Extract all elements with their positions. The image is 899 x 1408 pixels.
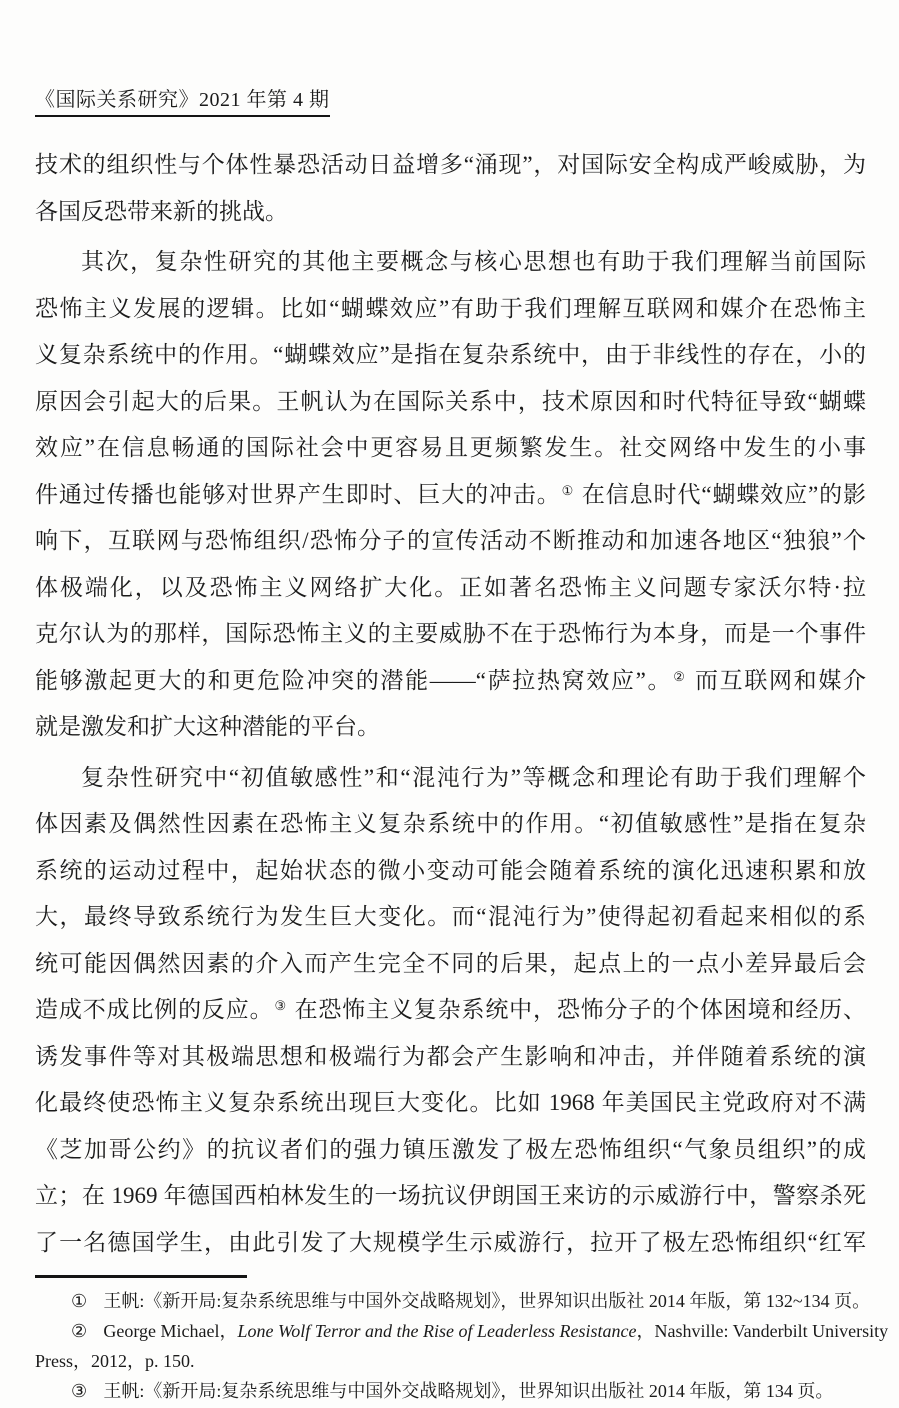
footnote-ref: ③ (274, 998, 287, 1013)
text-run: 立；在 1969 年德国西柏林发生的一场抗议伊朗国王来访的示威游行中，警察杀死 (35, 1183, 866, 1208)
page-header (35, 88, 866, 117)
body-line (35, 1220, 866, 1267)
paragraph (35, 142, 866, 235)
text-run: 而互联网和媒介 (687, 667, 866, 693)
body-text (35, 142, 866, 1266)
text-run: 技术的组织性与个体性暴恐活动日益增多“涌现”，对国际安全构成严峻威胁，为 (35, 152, 866, 177)
text-run: 克尔认为的那样，国际恐怖主义的主要威胁不在于恐怖行为本身，而是一个事件 (35, 621, 866, 646)
body-line (35, 848, 866, 895)
text-run: 在信息时代“蝴蝶效应”的影 (575, 481, 867, 507)
text-run: 恐怖主义发展的逻辑。比如“蝴蝶效应”有助于我们理解互联网和媒介在恐怖主 (35, 295, 866, 321)
footnotes (35, 1286, 889, 1406)
book-title-italic: Lone Wolf Terror and the Rise of Leaderless Resistance (237, 1321, 637, 1341)
body-line (35, 472, 866, 519)
text-run: 能够激起更大的和更危险冲突的潜能——“萨拉热窝效应”。 (35, 667, 673, 693)
text-run: 统可能因偶然因素的介入而产生完全不同的后果，起点上的一点小差异最后会 (35, 950, 866, 976)
body-line (35, 611, 866, 658)
body-line (35, 894, 866, 941)
text-run: 诱发事件等对其极端思想和极端行为都会产生影响和冲击，并伴随着系统的演 (35, 1043, 866, 1069)
text-run: 王帆:《新开局:复杂系统思维与中国外交战略规划》，世界知识出版社 2014 年版，第 132~134 页。 (103, 1291, 871, 1311)
body-line (35, 565, 866, 612)
text-run: ，Nashville: Vanderbilt University (636, 1321, 889, 1341)
footnote-separator (35, 1275, 247, 1278)
footnote-marker: ③ (71, 1381, 88, 1401)
body-line (35, 286, 866, 333)
body-line (35, 425, 866, 472)
footnote-marker: ② (71, 1321, 88, 1341)
body-line (35, 755, 866, 802)
text-run: 就是激发和扩大这种潜能的平台。 (35, 714, 380, 739)
footnote-item (35, 1286, 871, 1316)
body-line (35, 239, 866, 286)
body-line (35, 1173, 866, 1220)
paragraph (35, 755, 866, 1267)
journal-issue-title: 《国际关系研究》2021 年第 4 期 (35, 88, 330, 117)
text-run: 大，最终导致系统行为发生巨大变化。而“混沌行为”使得起初看起来相似的系 (35, 904, 866, 929)
paragraph (35, 239, 866, 751)
footnote-ref: ② (673, 668, 687, 684)
body-line (35, 1080, 866, 1127)
text-run: 效应”在信息畅通的国际社会中更容易且更频繁发生。社交网络中发生的小事 (35, 435, 866, 460)
body-line (35, 379, 866, 426)
footnote-marker: ① (71, 1291, 88, 1311)
text-run: 系统的运动过程中，起始状态的微小变动可能会随着系统的演化迅速积累和放 (35, 857, 866, 883)
footnote-line (35, 1346, 866, 1376)
text-run: 在恐怖主义复杂系统中，恐怖分子的个体困境和经历、 (287, 997, 867, 1022)
text-run: 义复杂系统中的作用。“蝴蝶效应”是指在复杂系统中，由于非线性的存在，小的 (35, 342, 866, 367)
text-run: 其次，复杂性研究的其他主要概念与核心思想也有助于我们理解当前国际 (81, 249, 866, 274)
body-line (35, 142, 866, 189)
text-run: 了一名德国学生，由此引发了大规模学生示威游行，拉开了极左恐怖组织“红军 (35, 1229, 866, 1255)
text-run: 化最终使恐怖主义复杂系统出现巨大变化。比如 1968 年美国民主党政府对不满 (35, 1090, 866, 1115)
body-line (35, 1034, 866, 1081)
text-run: 王帆:《新开局:复杂系统思维与中国外交战略规划》，世界知识出版社 2014 年版，第 134 页。 (103, 1381, 834, 1401)
body-line (35, 332, 866, 379)
text-run: Press，2012，p. 150. (35, 1351, 195, 1371)
body-line (35, 518, 866, 565)
footnote-ref: ① (561, 482, 575, 498)
text-run: 《芝加哥公约》的抗议者们的强力镇压激发了极左恐怖组织“气象员组织”的成 (35, 1136, 866, 1162)
body-line (35, 1127, 866, 1174)
footnote-item (35, 1316, 889, 1376)
text-run: 响下，互联网与恐怖组织/恐怖分子的宣传活动不断推动和加速各地区“独狼”个 (35, 528, 866, 553)
text-run: 件通过传播也能够对世界产生即时、巨大的冲击。 (35, 481, 561, 507)
text-run: 复杂性研究中“初值敏感性”和“混沌行为”等概念和理论有助于我们理解个 (81, 764, 866, 790)
footnote-item (35, 1376, 866, 1406)
body-line (35, 704, 866, 751)
footnote-line (35, 1286, 871, 1316)
text-run: 造成不成比例的反应。 (35, 997, 274, 1022)
text-run: 体因素及偶然性因素在恐怖主义复杂系统中的作用。“初值敏感性”是指在复杂 (35, 811, 866, 836)
body-line (35, 941, 866, 988)
body-line (35, 987, 866, 1034)
text-run: 原因会引起大的后果。王帆认为在国际关系中，技术原因和时代特征导致“蝴蝶 (35, 388, 866, 414)
text-run: 体极端化，以及恐怖主义网络扩大化。正如著名恐怖主义问题专家沃尔特·拉 (35, 574, 866, 600)
text-run: George Michael， (103, 1321, 238, 1341)
text-run: 各国反恐带来新的挑战。 (35, 198, 288, 224)
body-line (35, 658, 866, 705)
body-line (35, 189, 866, 236)
footnote-line (35, 1376, 866, 1406)
body-line (35, 801, 866, 848)
footnote-line (35, 1316, 889, 1346)
